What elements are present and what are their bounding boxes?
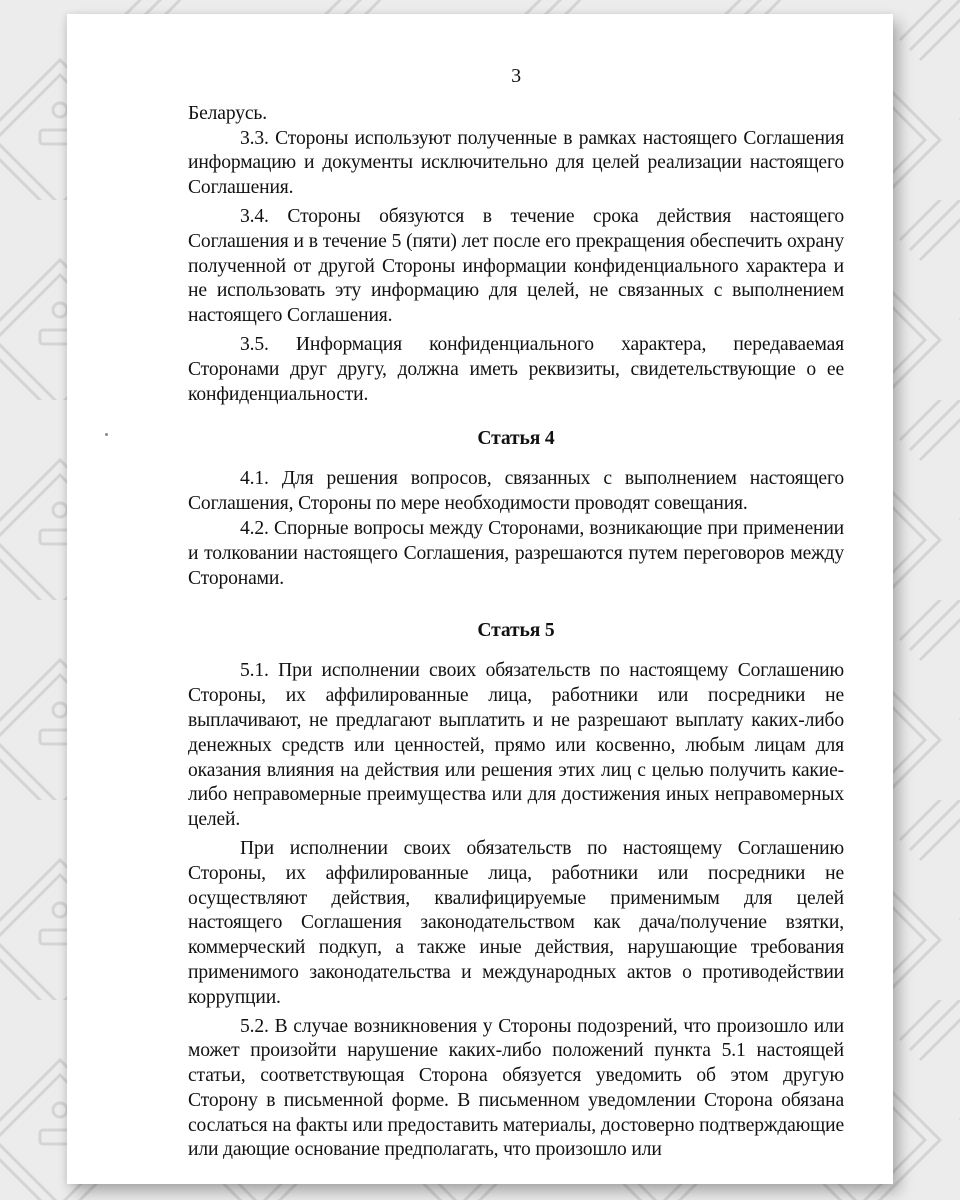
scan-artifact bbox=[105, 433, 108, 436]
page-number: 3 bbox=[511, 65, 521, 87]
article-5-heading: Статья 5 bbox=[477, 620, 555, 642]
paragraph-3-5: 3.5. Информация конфиденциального характера, передаваемая Сторонами друг другу, должна иметь реквизиты, свидетельствующие о ее конфиденциальности. bbox=[188, 333, 844, 405]
paragraph-continuation: Беларусь. bbox=[188, 102, 267, 124]
article-4-heading: Статья 4 bbox=[477, 428, 555, 450]
paragraph-4-2: 4.2. Спорные вопросы между Сторонами, возникающие при применении и толковании настоящего Соглашения, разрешаются путем переговоров между Сторонами. bbox=[188, 517, 844, 589]
page-content bbox=[188, 64, 844, 1163]
paragraph-3-3: 3.3. Стороны используют полученные в рамках настоящего Соглашения информацию и документы исключительно для целей реализации настоящего Соглашения. bbox=[188, 127, 844, 199]
paragraph-5-1: 5.1. При исполнении своих обязательств по настоящему Соглашению Стороны, их аффилированные лица, работники или посредники не выплачивают, не предлагают выплатить и не разрешают выплату каких-либо денежных средств или ценностей, прямо или косвенно, любым лицам для оказания влияния на действия или решения этих лиц с целью получить какие-либо неправомерные преимущества или для достижения иных неправомерных целей. bbox=[188, 660, 844, 831]
document-page bbox=[67, 14, 893, 1184]
paragraph-5-1-continued: При исполнении своих обязательств по настоящему Соглашению Стороны, их аффилированные лица, работники или посредники не осуществляют действия, квалифицируемые применимым для целей настоящего Соглашения законодательством как дача/получение взятки, коммерческий подкуп, а также иные действия, нарушающие требования применимого законодательства и международных актов о противодействии коррупции. bbox=[188, 837, 844, 1008]
paragraph-3-4: 3.4. Стороны обязуются в течение срока действия настоящего Соглашения и в течение 5 (пяти) лет после его прекращения обеспечить охрану полученной от другой Стороны информации конфиденциального характера и не использовать эту информацию для целей, не связанных с выполнением настоящего Соглашения. bbox=[188, 205, 844, 327]
paragraph-4-1: 4.1. Для решения вопросов, связанных с выполнением настоящего Соглашения, Стороны по мере необходимости проводят совещания. bbox=[188, 468, 844, 515]
paragraph-5-2: 5.2. В случае возникновения у Стороны подозрений, что произошло или может произойти нарушение каких-либо положений пункта 5.1 настоящей статьи, соответствующая Сторона обязуется уведомить об этом другую Сторону в письменной форме. В письменном уведомлении Сторона обязана сослаться на факты или предоставить материалы, достоверно подтверждающие или дающие основание предполагать, что произошло или bbox=[188, 1015, 844, 1161]
